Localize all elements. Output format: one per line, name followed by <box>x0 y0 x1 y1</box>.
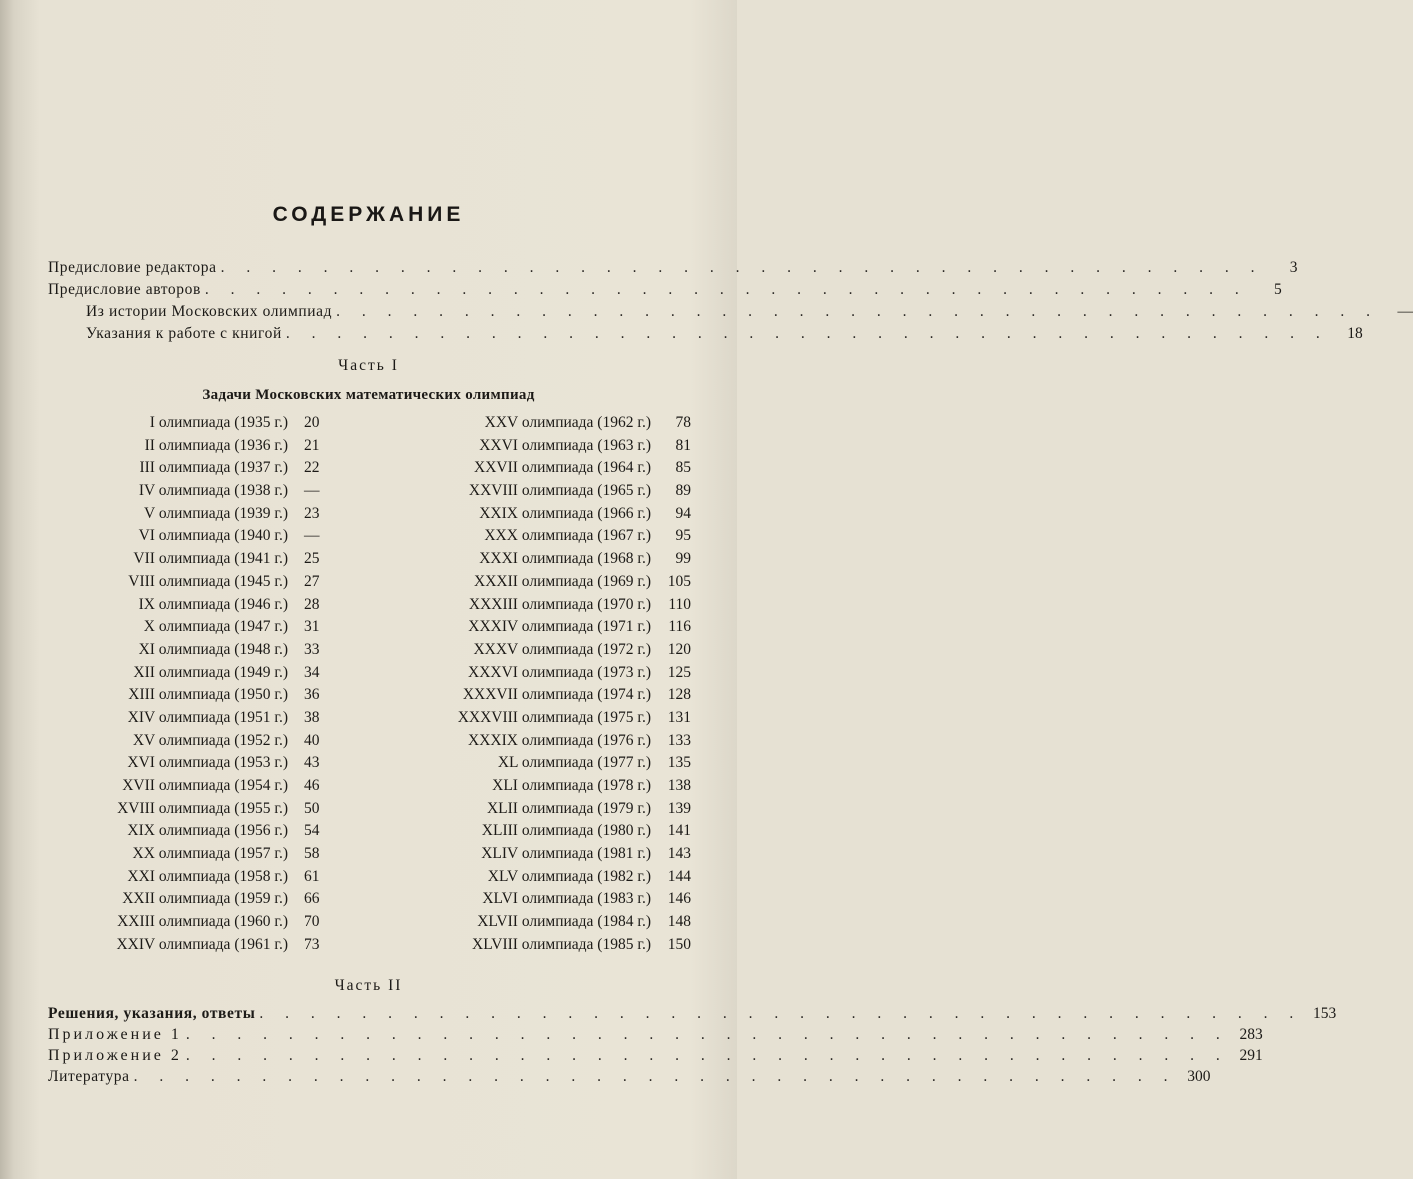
olympiad-row: I олимпиада (1935 г.) 20 <box>149 414 320 431</box>
toc-entry-label: Литература <box>48 1068 130 1085</box>
toc-entry-page: — <box>1397 303 1413 320</box>
olympiad-row: XIV олимпиада (1951 г.) 38 <box>127 708 320 726</box>
olympiad-row: XLVI олимпиада (1983 г.) 146 <box>482 890 691 908</box>
olympiad-row: XLVIII олимпиада (1985 г.) 150 <box>472 935 691 953</box>
olympiad-row: XXVII олимпиада (1964 г.) 85 <box>474 459 691 477</box>
olympiad-row: XL олимпиада (1977 г.) 135 <box>497 754 691 772</box>
toc-entry-label: Указания к работе с книгой <box>86 325 282 342</box>
olympiad-row: VIII олимпиада (1945 г.) 27 <box>128 572 320 590</box>
olympiad-list-left <box>30 414 334 959</box>
toc-entry-appendix-2 <box>48 1047 1263 1069</box>
leader-dots: . . . . . . . . . . . . . . . . . . . . . . . . . . . . . . . . . . . . . . . . . <box>185 1047 1229 1064</box>
part-two-heading: Часть II <box>334 977 403 994</box>
olympiad-row: IX олимпиада (1946 г.) 28 <box>138 595 320 613</box>
toc-entry-history <box>86 303 1413 325</box>
leader-dots: . . . . . . . . . . . . . . . . . . . . . . . . . . . . . . . . . . . . . . . . . <box>285 325 1329 342</box>
toc-entry-appendix-1 <box>48 1026 1263 1048</box>
olympiad-row: XVIII олимпиада (1955 г.) 50 <box>117 799 320 817</box>
olympiad-list-right <box>335 414 691 959</box>
olympiad-row: XI олимпиада (1948 г.) 33 <box>138 640 320 658</box>
toc-entry-label: Предисловие авторов <box>48 281 201 298</box>
leader-dots: . . . . . . . . . . . . . . . . . . . . . . . . . . . . . . . . . . . . . . . . . <box>336 303 1379 320</box>
olympiad-row: XLII олимпиада (1979 г.) 139 <box>486 799 691 817</box>
olympiad-row: III олимпиада (1937 г.) 22 <box>139 459 320 477</box>
toc-entry-label: Решения, указания, ответы <box>48 1005 256 1022</box>
toc-entry-label: Предисловие редактора <box>48 259 217 276</box>
leader-dots: . . . . . . . . . . . . . . . . . . . . . . . . . . . . . . . . . . . . . . . . . <box>220 259 1264 276</box>
olympiad-row: XVII олимпиада (1954 г.) 46 <box>122 777 320 794</box>
olympiad-row: V олимпиада (1939 г.) 23 <box>144 504 320 522</box>
toc-entry-solutions <box>48 1005 1337 1027</box>
toc-entry-page: 300 <box>1187 1068 1211 1085</box>
olympiad-row: XLIII олимпиада (1980 г.) 141 <box>481 822 691 840</box>
olympiad-row: XXVIII олимпиада (1965 г.) 89 <box>468 482 691 500</box>
part-one-heading: Часть I <box>338 357 399 374</box>
olympiad-row: XX олимпиада (1957 г.) 58 <box>132 845 320 863</box>
olympiad-row: VI олимпиада (1940 г.) — <box>138 527 320 545</box>
olympiad-row: XXXVIII олимпиада (1975 г.) 131 <box>457 708 691 726</box>
olympiad-row: XXXI олимпиада (1968 г.) 99 <box>479 550 691 568</box>
leader-dots: . . . . . . . . . . . . . . . . . . . . . . . . . . . . . . . . . . . . . . . . . <box>185 1026 1229 1043</box>
olympiad-row: XLVII олимпиада (1984 г.) 148 <box>477 913 691 931</box>
toc-entry-page: 153 <box>1313 1005 1337 1022</box>
olympiad-row: XXXVI олимпиада (1973 г.) 125 <box>468 663 691 681</box>
toc-entry-page: 291 <box>1239 1047 1263 1064</box>
toc-entry-instructions <box>86 325 1363 347</box>
toc-entry-label: Из истории Московских олимпиад <box>86 303 333 320</box>
toc-entry-label: Приложение 1 <box>48 1026 182 1043</box>
part-one-subtitle: Задачи Московских математических олимпиад <box>202 387 535 403</box>
olympiad-row: XXXII олимпиада (1969 г.) 105 <box>474 572 691 590</box>
olympiad-row: XXVI олимпиада (1963 г.) 81 <box>479 436 691 454</box>
olympiad-row: XLI олимпиада (1978 г.) 138 <box>492 777 691 794</box>
toc-entry-label: Приложение 2 <box>48 1047 182 1064</box>
olympiad-row: XXIV олимпиада (1961 г.) 73 <box>116 935 320 953</box>
leader-dots: . . . . . . . . . . . . . . . . . . . . . . . . . . . . . . . . . . . . . . . . . <box>204 281 1248 298</box>
olympiad-row: XXV олимпиада (1962 г.) 78 <box>484 414 691 431</box>
toc-entry-page: 3 <box>1289 259 1298 276</box>
olympiad-row: II олимпиада (1936 г.) 21 <box>144 436 320 454</box>
olympiad-row: XXXV олимпиада (1972 г.) 120 <box>473 640 691 658</box>
leader-dots: . . . . . . . . . . . . . . . . . . . . . . . . . . . . . . . . . . . . . . . . . <box>133 1068 1177 1085</box>
olympiad-row: XXXIX олимпиада (1976 г.) 133 <box>468 731 691 749</box>
olympiad-row: XIX олимпиада (1956 г.) 54 <box>127 822 320 840</box>
toc-entry-editor-preface <box>48 259 1298 281</box>
olympiad-row: XVI олимпиада (1953 г.) 43 <box>127 754 320 772</box>
olympiad-row: XXIX олимпиада (1966 г.) 94 <box>479 504 691 522</box>
olympiad-row: IV олимпиада (1938 г.) — <box>138 482 320 500</box>
leader-dots: . . . . . . . . . . . . . . . . . . . . . . . . . . . . . . . . . . . . . . . . . <box>259 1005 1303 1022</box>
olympiad-row: XXII олимпиада (1959 г.) 66 <box>122 890 320 908</box>
olympiad-row: VII олимпиада (1941 г.) 25 <box>133 550 320 568</box>
toc-entry-page: 18 <box>1347 325 1363 342</box>
toc-entry-authors-preface <box>48 281 1282 303</box>
olympiad-row: XXXVII олимпиада (1974 г.) 128 <box>462 686 691 704</box>
toc-entry-page: 283 <box>1239 1026 1263 1043</box>
toc-entry-literature <box>48 1068 1211 1090</box>
olympiad-row: XII олимпиада (1949 г.) 34 <box>133 663 320 681</box>
toc-entry-page: 5 <box>1274 281 1282 298</box>
olympiad-row: XIII олимпиада (1950 г.) 36 <box>128 686 320 704</box>
page-title: СОДЕРЖАНИЕ <box>272 203 465 226</box>
olympiad-row: XXX олимпиада (1967 г.) 95 <box>484 527 691 545</box>
olympiad-row: XXXIII олимпиада (1970 г.) 110 <box>468 595 691 613</box>
olympiad-row: X олимпиада (1947 г.) 31 <box>143 618 320 636</box>
olympiad-row: XLV олимпиада (1982 г.) 144 <box>487 867 691 885</box>
olympiad-row: XLIV олимпиада (1981 г.) 143 <box>481 845 691 863</box>
olympiad-row: XXXIV олимпиада (1971 г.) 116 <box>468 618 691 636</box>
olympiad-row: XXI олимпиада (1958 г.) 61 <box>127 867 320 885</box>
olympiad-row: XXIII олимпиада (1960 г.) 70 <box>117 913 320 931</box>
olympiad-row: XV олимпиада (1952 г.) 40 <box>132 731 320 749</box>
